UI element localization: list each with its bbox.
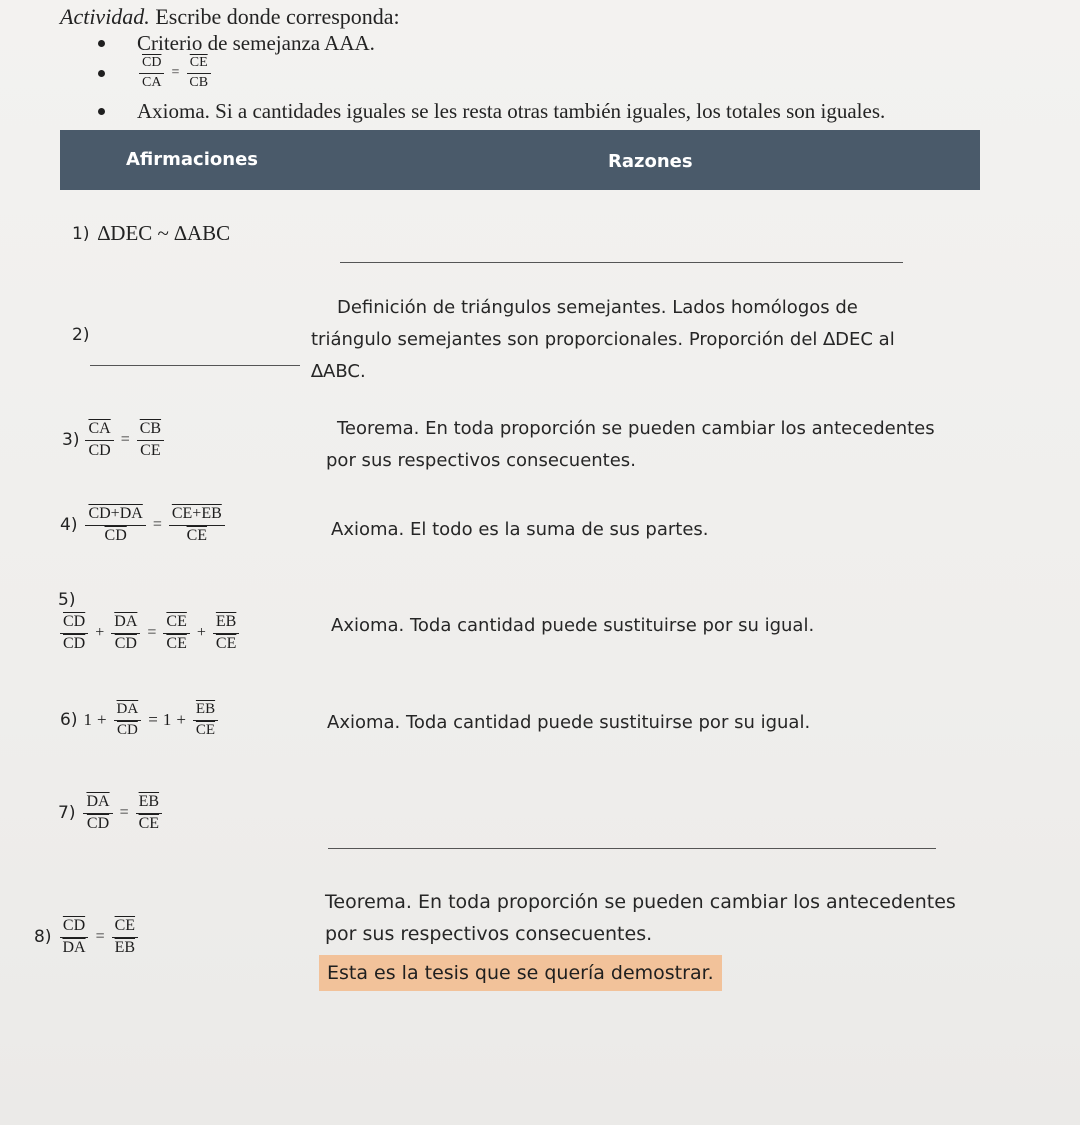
- reason-line: ∆ABC.: [311, 361, 366, 382]
- thesis-highlight: Esta es la tesis que se quería demostrar.: [319, 955, 722, 991]
- frac-denominator: CE: [140, 441, 161, 459]
- row-3-reason: [326, 413, 935, 477]
- plus-sign: +: [176, 710, 186, 730]
- bullet-dot: [98, 108, 105, 115]
- frac-denominator: DA: [62, 938, 86, 956]
- frac-numerator: $\overline{CA}$: [85, 421, 113, 441]
- equals-sign: =: [152, 516, 162, 534]
- row-3-math: [83, 421, 166, 460]
- one-constant: 1: [83, 710, 92, 730]
- option-axiom-text: Axioma. Si a cantidades iguales se les resta otras también iguales, los totales son iguales.: [137, 99, 886, 123]
- frac-denominator: CE: [138, 814, 160, 832]
- frac-numerator: $\overline{CE}$: [187, 56, 211, 74]
- row-number: 8): [34, 927, 52, 948]
- row-6-math: [83, 702, 220, 739]
- row-2-statement-blank[interactable]: [90, 365, 300, 366]
- row-7-statement: [58, 794, 164, 833]
- frac-denominator: CE: [186, 526, 208, 544]
- row-8-math: [57, 918, 140, 957]
- option-proportion: [98, 56, 213, 90]
- row-7-reason-blank[interactable]: [328, 848, 936, 849]
- row-8-reason: [325, 886, 956, 950]
- frac-denominator: CD: [63, 634, 86, 652]
- row-5-number: 5): [58, 590, 76, 610]
- frac-numerator: CD+DA: [85, 506, 145, 526]
- frac-numerator: CE+EB: [169, 506, 225, 526]
- row-7-math: [81, 794, 164, 833]
- row-4-math: [83, 506, 226, 545]
- row-2-reason: [311, 292, 895, 388]
- row-number: 7): [58, 803, 76, 824]
- reason-line: triángulo semejantes son proporcionales. Proporción del ∆DEC al: [311, 329, 895, 350]
- frac-numerator: $\overline{CE}$: [112, 918, 138, 938]
- activity-instruction: Escribe donde corresponda:: [155, 4, 400, 29]
- equals-sign: =: [120, 431, 130, 449]
- frac-denominator: CD: [104, 526, 127, 544]
- frac-numerator: $\overline{CD}$: [60, 918, 88, 938]
- equals-sign: =: [119, 804, 129, 822]
- frac-numerator: $\overline{DA}$: [83, 794, 112, 814]
- bullet-dot: [98, 40, 105, 47]
- equals-sign: =: [148, 710, 158, 730]
- row-3-statement: [62, 421, 166, 460]
- activity-title: [60, 4, 400, 30]
- equals-sign: =: [95, 928, 105, 946]
- row-6-statement: [60, 702, 220, 739]
- frac-denominator: CD: [114, 634, 137, 652]
- plus-sign: +: [96, 710, 107, 730]
- option-axiom: [98, 99, 885, 124]
- frac-numerator: $\overline{EB}$: [213, 614, 239, 634]
- reason-line: por sus respectivos consecuentes.: [326, 450, 636, 471]
- option-aaa-text: Criterio de semejanza AAA.: [137, 31, 375, 55]
- row-4-reason: Axioma. El todo es la suma de sus partes.: [331, 519, 709, 540]
- frac-numerator: $\overline{EB}$: [193, 702, 218, 721]
- plus-sign: +: [95, 624, 105, 642]
- reason-line: Teorema. En toda proporción se pueden cambiar los antecedentes: [337, 418, 935, 439]
- table-header: [60, 130, 980, 190]
- row-number: 1): [72, 223, 90, 244]
- frac-numerator: $\overline{EB}$: [136, 794, 162, 814]
- frac-numerator: $\overline{DA}$: [111, 614, 140, 634]
- row-8-statement: [34, 918, 140, 957]
- frac-numerator: $\overline{CE}$: [163, 614, 189, 634]
- row-1-reason-blank[interactable]: [340, 262, 903, 263]
- row-4-statement: [60, 506, 227, 545]
- row-number: 3): [62, 430, 80, 451]
- option-proportion-math: [137, 56, 213, 90]
- one-constant: 1: [162, 710, 172, 730]
- row-number: 6): [60, 710, 78, 731]
- row-6-reason: Axioma. Toda cantidad puede sustituirse por su igual.: [327, 712, 811, 733]
- frac-numerator: $\overline{CB}$: [137, 421, 164, 441]
- frac-denominator: CD: [116, 721, 138, 738]
- frac-numerator: $\overline{DA}$: [114, 702, 142, 721]
- reason-line: por sus respectivos consecuentes.: [325, 923, 653, 945]
- plus-sign: +: [196, 624, 206, 642]
- frac-denominator: CD: [86, 814, 110, 832]
- frac-denominator: CE: [166, 634, 187, 652]
- frac-denominator: CE: [215, 634, 237, 652]
- frac-denominator: EB: [114, 938, 136, 956]
- option-aaa: [98, 31, 375, 56]
- frac-numerator: $\overline{CD}$: [60, 614, 88, 634]
- row-5-math: [58, 614, 241, 653]
- bullet-dot: [98, 70, 105, 77]
- frac-denominator: CE: [195, 721, 216, 738]
- header-reasons: Razones: [608, 151, 693, 172]
- reason-line: Definición de triángulos semejantes. Lados homólogos de: [337, 297, 858, 318]
- frac-denominator: CA: [142, 74, 162, 90]
- frac-denominator: CB: [189, 74, 209, 90]
- frac-denominator: CD: [88, 441, 111, 459]
- header-affirmations: Afirmaciones: [126, 149, 258, 170]
- row-number: 4): [60, 515, 78, 536]
- similarity-statement: ∆DEC ~ ∆ABC: [97, 221, 231, 245]
- row-5-reason: Axioma. Toda cantidad puede sustituirse por su igual.: [331, 615, 815, 636]
- equals-sign: =: [147, 624, 157, 642]
- activity-lead: Actividad.: [60, 4, 150, 29]
- equals-sign: =: [171, 65, 180, 81]
- reason-line: Teorema. En toda proporción se pueden cambiar los antecedentes: [325, 891, 956, 913]
- row-1-statement: [72, 221, 230, 246]
- frac-numerator: $\overline{CD}$: [139, 56, 164, 74]
- row-2-number: 2): [72, 325, 90, 345]
